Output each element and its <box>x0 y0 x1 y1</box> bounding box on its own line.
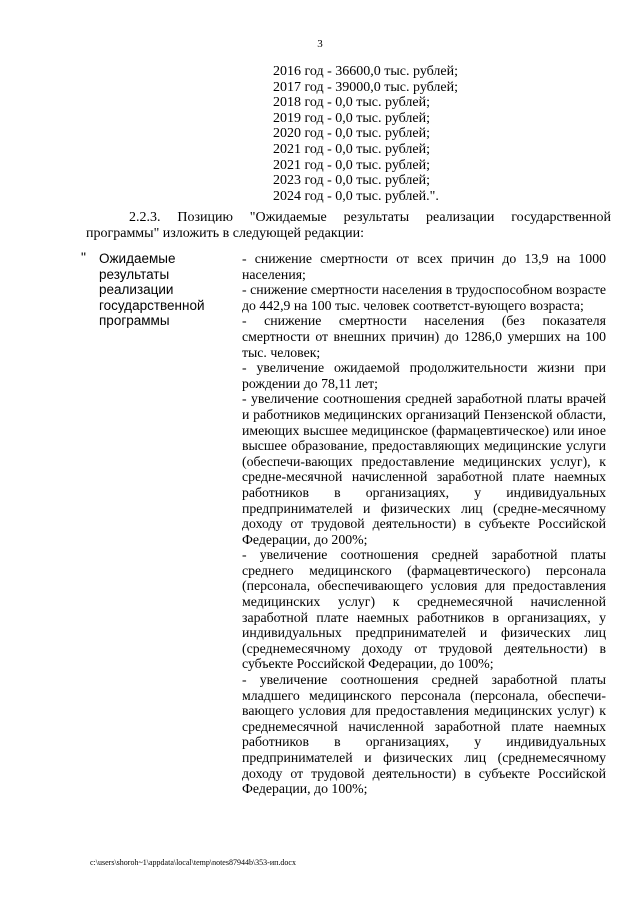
result-item: - увеличение соотношения средней заработной платы младшего медицинского персонала (персонала, обеспечи-вающего условия для предоставления медицинских услуг) к среднемесячной начисленной заработной плате наемных работников в организациях, у индивидуальных предпринимателей и физических лиц (среднемесячному доходу от трудовой деятельности) в субъекте Российской Федерации, до 100%; <box>242 672 606 797</box>
funding-line: 2021 год - 0,0 тыс. рублей; <box>273 157 431 173</box>
label-line: результаты <box>99 266 170 282</box>
intro-line-1: 2.2.3. Позицию "Ожидаемые результаты реализации государственной <box>129 210 611 225</box>
funding-line: 2018 год - 0,0 тыс. рублей; <box>273 95 431 111</box>
funding-line: 2016 год - 36600,0 тыс. рублей; <box>273 64 459 79</box>
result-item: - снижение смертности от всех причин до 13,9 на 1000 населения; <box>242 251 606 282</box>
amendment-intro <box>86 210 611 241</box>
funding-line: 2017 год - 39000,0 тыс. рублей; <box>273 79 459 95</box>
funding-line: 2024 год - 0,0 тыс. рублей.". <box>273 188 439 204</box>
label-line: реализации <box>99 282 174 298</box>
expected-results-list <box>242 251 606 797</box>
intro-line-2: программы" изложить в следующей редакции: <box>86 225 365 241</box>
opening-quote-mark: " <box>81 249 86 265</box>
result-item: - снижение смертности населения в трудоспособном возрасте до 442,9 на 100 тыс. человек соответст-вующего возраста; <box>242 282 606 313</box>
label-line: программы <box>99 313 170 329</box>
result-item: - увеличение соотношения средней заработной платы врачей и работников медицинских организаций Пензенской области, имеющих высшее медицинское (фармацевтическое) или иное высшее образование, предоставляющих медицинские услуги (обеспечи-вающих предоставление медицинских услуг), к средне-месячной начисленной заработной плате наемных работников в организациях, у индивидуальных предпринимателей и физических лиц (средне-месячному доходу от трудовой деятельности) в субъекте Российской Федерации, до 200%; <box>242 391 606 547</box>
result-item: - снижение смертности населения (без показателя смертности от внешних причин) до 1286,0 умерших на 100 тыс. человек; <box>242 313 606 360</box>
funding-line: 2023 год - 0,0 тыс. рублей; <box>273 173 431 189</box>
label-line: Ожидаемые <box>99 251 176 266</box>
funding-list <box>273 64 458 204</box>
position-label <box>99 251 224 329</box>
page-number: 3 <box>317 38 323 50</box>
funding-line: 2020 год - 0,0 тыс. рублей; <box>273 126 431 142</box>
result-item: - увеличение соотношения средней заработной платы среднего медицинского (фармацевтического) персонала (персонала, обеспечивающего условия для предоставления медицинских услуг) к среднемесячной начисленной заработной плате наемных работников в организациях, у индивидуальных предпринимателей и физических лиц (среднемесячному доходу от трудовой деятельности) в субъекте Российской Федерации, до 100%; <box>242 547 606 672</box>
funding-line: 2021 год - 0,0 тыс. рублей; <box>273 141 431 157</box>
result-item: - увеличение ожидаемой продолжительности жизни при рождении до 78,11 лет; <box>242 360 606 391</box>
file-path-footer: c:\users\shoroh~1\appdata\local\temp\notes87944b\353-ип.docx <box>90 858 296 867</box>
label-line: государственной <box>99 297 205 313</box>
funding-line: 2019 год - 0,0 тыс. рублей; <box>273 110 431 126</box>
